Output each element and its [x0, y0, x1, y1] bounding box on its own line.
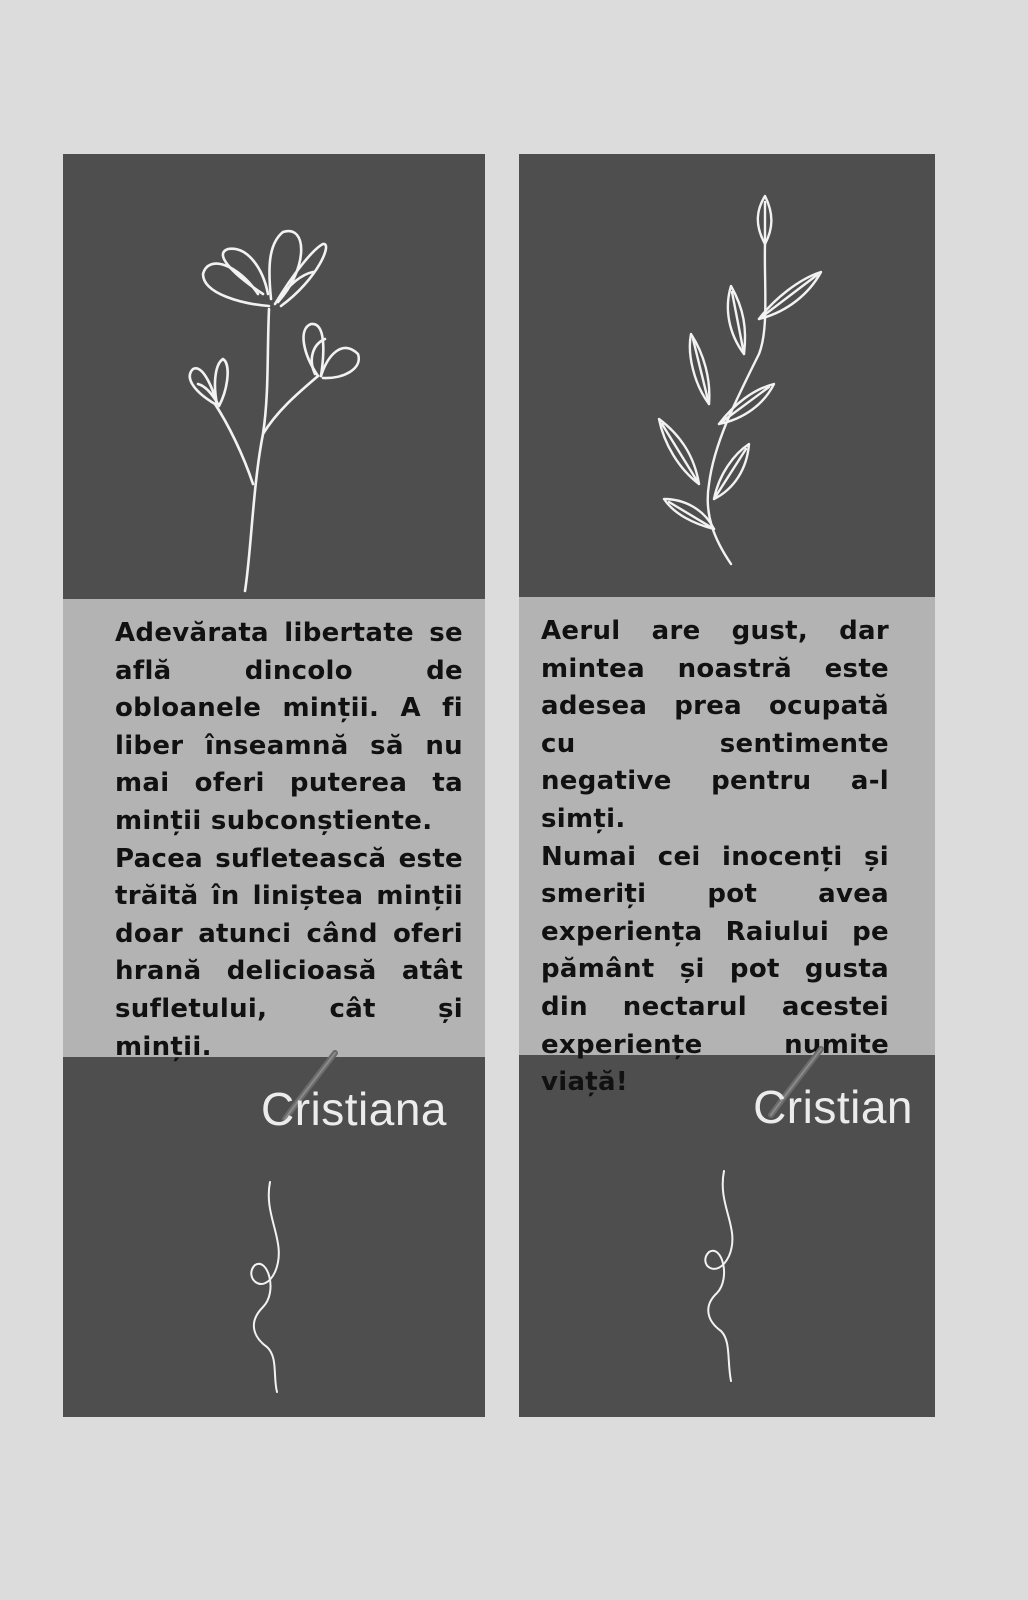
author-name: Cristian — [753, 1081, 913, 1133]
author-name: Cristiana — [260, 1083, 447, 1135]
flower-illustration — [63, 154, 485, 599]
quote-text — [541, 613, 889, 1102]
flower-icon — [63, 154, 485, 599]
quote-paragraph-2: Pacea sufletească este trăită în liniștea minții doar atunci când oferi hrană delicioasă atât sufletului, cât și minții. — [115, 843, 463, 1062]
quote-band — [63, 599, 485, 1062]
swirl-ornament-icon — [519, 1055, 935, 1417]
quote-paragraph-2: Numai cei inocenți și smeriți pot avea experiența Raiului pe pământ și pot gusta din nectarul acestei experiențe numite viață! — [541, 841, 889, 1098]
quote-paragraph-1: Adevărata libertate se află dincolo de obloanele minții. A fi liber înseamnă să nu mai oferi puterea ta minții subconștiente. — [115, 618, 463, 836]
olive-branch-icon — [519, 154, 935, 597]
quote-paragraph-1: Aerul are gust, dar mintea noastră este adesea prea ocupată cu sentimente negative pentru a-l simți. — [541, 616, 889, 834]
swirl-ornament-icon — [63, 1057, 485, 1417]
quote-band — [519, 597, 935, 1098]
signature-area — [63, 1057, 485, 1417]
quote-text — [115, 615, 463, 1066]
signature-area — [519, 1055, 935, 1417]
bookmark-right — [519, 154, 935, 1417]
branch-illustration — [519, 154, 935, 597]
bookmark-left — [63, 154, 485, 1417]
